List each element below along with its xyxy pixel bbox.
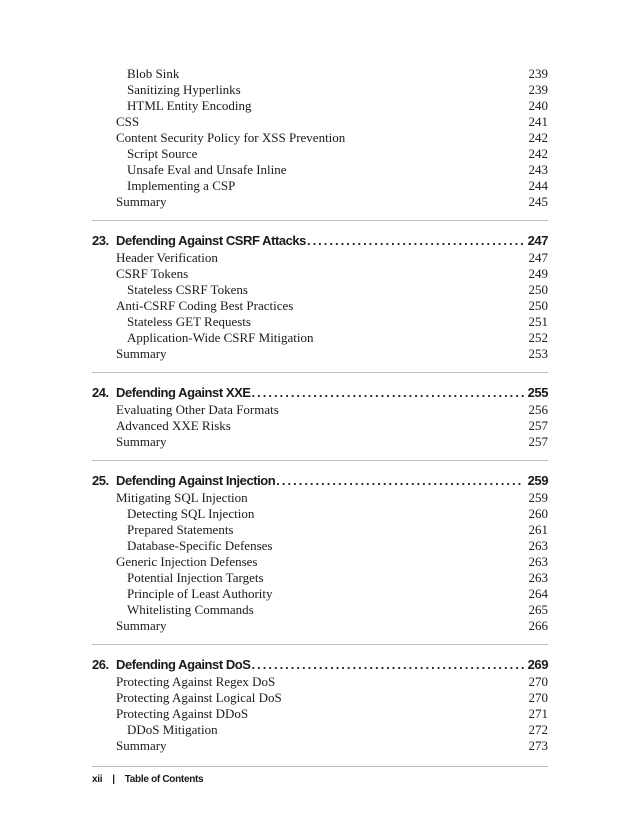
entry-page-number: 257 xyxy=(528,434,548,449)
entry-page-number: 270 xyxy=(528,690,548,705)
toc-subsection-entry[interactable] xyxy=(92,506,548,522)
entry-title: Protecting Against DDoS xyxy=(116,706,249,721)
entry-title: Unsafe Eval and Unsafe Inline xyxy=(127,162,287,177)
toc-subsection-entry[interactable] xyxy=(92,66,548,82)
toc-section-entry[interactable] xyxy=(92,194,548,210)
toc-section-entry[interactable] xyxy=(92,114,548,130)
toc-subsection-entry[interactable] xyxy=(92,82,548,98)
toc-subsection-entry[interactable] xyxy=(92,570,548,586)
dot-leader xyxy=(276,472,523,490)
entry-title: Advanced XXE Risks xyxy=(116,418,231,433)
chapter-title: Defending Against Injection xyxy=(116,473,276,488)
dot-leader xyxy=(252,384,524,402)
entry-page-number: 243 xyxy=(528,162,548,177)
entry-page-number: 261 xyxy=(528,522,548,537)
entry-page-number: 266 xyxy=(528,618,548,633)
chapter-number: 24. xyxy=(92,385,109,400)
toc-subsection-entry[interactable] xyxy=(92,602,548,618)
entry-title: Potential Injection Targets xyxy=(127,570,264,585)
toc-subsection-entry[interactable] xyxy=(92,162,548,178)
entry-title: Protecting Against Regex DoS xyxy=(116,674,276,689)
entry-title: Protecting Against Logical DoS xyxy=(116,690,282,705)
chapter-title: Defending Against XXE xyxy=(116,385,251,400)
entry-page-number: 263 xyxy=(528,570,548,585)
toc-section-entry[interactable] xyxy=(92,298,548,314)
entry-title: Summary xyxy=(116,194,167,209)
chapter-page-number: 255 xyxy=(527,385,548,400)
toc-subsection-entry[interactable] xyxy=(92,522,548,538)
entry-page-number: 247 xyxy=(528,250,548,265)
toc-section-entry[interactable] xyxy=(92,706,548,722)
entry-title: Summary xyxy=(116,434,167,449)
entry-page-number: 242 xyxy=(528,130,548,145)
footer-section-title: Table of Contents xyxy=(124,774,204,785)
entry-title: Stateless CSRF Tokens xyxy=(127,282,248,297)
entry-title: Header Verification xyxy=(116,250,218,265)
toc-chapter[interactable] xyxy=(92,460,548,490)
toc-chapter[interactable] xyxy=(92,372,548,402)
entry-title: Implementing a CSP xyxy=(127,178,236,193)
toc-subsection-entry[interactable] xyxy=(92,314,548,330)
toc-subsection-entry[interactable] xyxy=(92,330,548,346)
page-footer xyxy=(92,766,548,785)
toc-section-entry[interactable] xyxy=(92,690,548,706)
entry-page-number: 244 xyxy=(528,178,548,193)
chapter-page-number: 247 xyxy=(527,233,548,248)
entry-page-number: 250 xyxy=(528,298,548,313)
entry-page-number: 272 xyxy=(528,722,548,737)
entry-page-number: 239 xyxy=(528,66,548,81)
entry-title: Generic Injection Defenses xyxy=(116,554,258,569)
toc-chapter[interactable] xyxy=(92,644,548,674)
entry-page-number: 245 xyxy=(528,194,548,209)
entry-title: CSRF Tokens xyxy=(116,266,189,281)
chapter-page-number: 259 xyxy=(527,473,548,488)
entry-title: Prepared Statements xyxy=(127,522,234,537)
entry-title: Database-Specific Defenses xyxy=(127,538,273,553)
entry-page-number: 263 xyxy=(528,554,548,569)
dot-leader xyxy=(307,232,524,250)
entry-title: Summary xyxy=(116,738,167,753)
entry-page-number: 239 xyxy=(528,82,548,97)
entry-page-number: 251 xyxy=(528,314,548,329)
chapter-page-number: 269 xyxy=(527,657,548,672)
entry-page-number: 259 xyxy=(528,490,548,505)
entry-page-number: 271 xyxy=(528,706,548,721)
entry-page-number: 263 xyxy=(528,538,548,553)
entry-page-number: 242 xyxy=(528,146,548,161)
chapter-number: 26. xyxy=(92,657,109,672)
entry-title: Principle of Least Authority xyxy=(127,586,273,601)
entry-title: Application-Wide CSRF Mitigation xyxy=(127,330,314,345)
toc-section-entry[interactable] xyxy=(92,402,548,418)
toc-subsection-entry[interactable] xyxy=(92,722,548,738)
entry-page-number: 265 xyxy=(528,602,548,617)
toc-section-entry[interactable] xyxy=(92,618,548,634)
chapter-number: 23. xyxy=(92,233,109,248)
chapter-title: Defending Against CSRF Attacks xyxy=(116,233,306,248)
table-of-contents xyxy=(92,66,548,754)
entry-title: Whitelisting Commands xyxy=(127,602,254,617)
entry-title: Summary xyxy=(116,618,167,633)
footer-page-number: xii xyxy=(92,774,103,785)
toc-subsection-entry[interactable] xyxy=(92,98,548,114)
entry-page-number: 257 xyxy=(528,418,548,433)
entry-page-number: 240 xyxy=(528,98,548,113)
toc-subsection-entry[interactable] xyxy=(92,538,548,554)
entry-page-number: 256 xyxy=(528,402,548,417)
entry-page-number: 273 xyxy=(528,738,548,753)
entry-title: Detecting SQL Injection xyxy=(127,506,255,521)
chapter-number: 25. xyxy=(92,473,109,488)
toc-section-entry[interactable] xyxy=(92,418,548,434)
toc-section-entry[interactable] xyxy=(92,554,548,570)
footer-separator: | xyxy=(112,774,115,785)
toc-section-entry[interactable] xyxy=(92,674,548,690)
toc-chapter[interactable] xyxy=(92,220,548,250)
chapter-title: Defending Against DoS xyxy=(116,657,251,672)
entry-title: Mitigating SQL Injection xyxy=(116,490,248,505)
toc-subsection-entry[interactable] xyxy=(92,586,548,602)
entry-title: CSS xyxy=(116,114,140,129)
entry-page-number: 260 xyxy=(528,506,548,521)
entry-title: Stateless GET Requests xyxy=(127,314,251,329)
entry-title: DDoS Mitigation xyxy=(127,722,218,737)
entry-page-number: 249 xyxy=(528,266,548,281)
toc-section-entry[interactable] xyxy=(92,130,548,146)
entry-page-number: 241 xyxy=(528,114,548,129)
toc-subsection-entry[interactable] xyxy=(92,178,548,194)
toc-subsection-entry[interactable] xyxy=(92,146,548,162)
entry-title: HTML Entity Encoding xyxy=(127,98,252,113)
toc-section-entry[interactable] xyxy=(92,250,548,266)
entry-title: Sanitizing Hyperlinks xyxy=(127,82,241,97)
toc-section-entry[interactable] xyxy=(92,490,548,506)
entry-page-number: 270 xyxy=(528,674,548,689)
toc-section-entry[interactable] xyxy=(92,266,548,282)
entry-title: Blob Sink xyxy=(127,66,180,81)
entry-page-number: 250 xyxy=(528,282,548,297)
toc-section-entry[interactable] xyxy=(92,346,548,362)
entry-page-number: 253 xyxy=(528,346,548,361)
toc-subsection-entry[interactable] xyxy=(92,282,548,298)
entry-title: Summary xyxy=(116,346,167,361)
entry-page-number: 252 xyxy=(528,330,548,345)
toc-section-entry[interactable] xyxy=(92,434,548,450)
entry-title: Script Source xyxy=(127,146,198,161)
dot-leader xyxy=(252,656,524,674)
entry-page-number: 264 xyxy=(528,586,548,601)
toc-section-entry[interactable] xyxy=(92,738,548,754)
entry-title: Evaluating Other Data Formats xyxy=(116,402,279,417)
entry-title: Anti-CSRF Coding Best Practices xyxy=(116,298,294,313)
entry-title: Content Security Policy for XSS Prevention xyxy=(116,130,346,145)
